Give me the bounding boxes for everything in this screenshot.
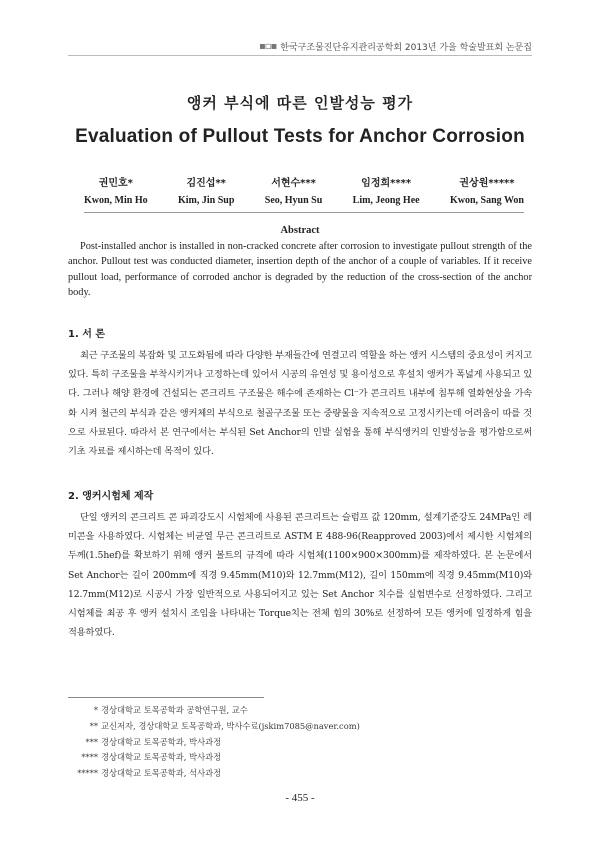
- abstract-text: Post-installed anchor is installed in non-cracked concrete after corrosion to investigate pullout strength of the anchor. Pullout test was conducted diameter, insertion depth of the anchor of a couple of variables. If it receive pullout load, performance of corroded anchor is degraded by the reduction of the cross-section of the anchor body.: [68, 241, 532, 299]
- author-list: [84, 174, 524, 206]
- author-name-korean: 김진섭**: [186, 178, 226, 189]
- author-5: [450, 174, 524, 206]
- author-name-korean: 서현수***: [271, 178, 316, 189]
- footnote-text: 경상대학교 토목공학과, 석사과정: [101, 768, 222, 779]
- footnote-mark: ***: [85, 736, 98, 747]
- author-name-english: Seo, Hyun Su: [264, 195, 323, 206]
- author-name-english: Kim, Jin Sup: [177, 195, 235, 206]
- section-heading-introduction: 1. 서 론: [68, 329, 106, 340]
- footnote-mark: **: [89, 720, 98, 731]
- page-number: - 455 -: [285, 792, 315, 804]
- footnote-mark: *****: [77, 768, 98, 779]
- footnote-rule: [68, 697, 264, 698]
- title-korean: 앵커 부식에 따른 인발성능 평가: [186, 94, 414, 112]
- author-name-korean: 임정희****: [361, 178, 412, 189]
- footnote: [68, 735, 528, 751]
- title-english: Evaluation of Pullout Tests for Anchor Corrosion: [75, 126, 525, 147]
- footnote: [68, 719, 528, 735]
- footnotes: [68, 703, 528, 782]
- author-3: [265, 174, 323, 206]
- author-1: [84, 174, 148, 206]
- abstract-heading: Abstract: [280, 225, 320, 236]
- author-name-english: Kwon, Sang Won: [449, 195, 524, 206]
- conference-logo-icon: ▪▫▪: [258, 41, 277, 52]
- footnote: [68, 703, 528, 719]
- author-4: [353, 174, 420, 206]
- footnote-text: 경상대학교 토목공학과, 박사과정: [101, 752, 222, 763]
- header-rule: [68, 55, 532, 56]
- author-name-korean: 권민호*: [98, 178, 133, 189]
- footnote-mark: ****: [81, 752, 98, 763]
- footnote: [68, 766, 528, 782]
- section-heading-specimen: 2. 앵커시험체 제작: [68, 491, 154, 502]
- author-2: [178, 174, 234, 206]
- footnote-mark: *: [93, 705, 98, 715]
- author-name-english: Kwon, Min Ho: [84, 195, 148, 206]
- author-name-korean: 권상원*****: [459, 178, 515, 189]
- footnote-text: 경상대학교 토목공학과, 박사과정: [101, 736, 222, 747]
- section-text-specimen: 단일 앵커의 콘크리트 콘 파괴강도시 시험체에 사용된 콘크리트는 슬럼프 값 120mm, 설계기준강도 24MPa인 레미콘을 사용하였다. 시험체는 비균열 무근 콘크리트로 ASTM E 488-96(Reapproved 2003)에서 제시한 시험체의 두께(1.5hef)를 확보하기 위해 앵커 볼트의 규격에 따라 시험체(1100×900×300mm)를 제작하였다. 본 논문에서 Set Anchor는 길이 200mm에 직경 9.45mm(M10)와 12.7mm(M12), 길이 150mm에 직경 9.45mm(M10)와 12.7mm(M12)로 시공시 가장 일반적으로 사용되어지고 있는 Set Anchor 치수를 실험변수로 선정하였다. 그리고 시험체를 최공 후 앵커 설치시 조임을 나타내는 Torque치는 전체 힘의 30%로 선정하여 모든 앵커에 일정하게 힘을 적용하였다.: [68, 512, 532, 639]
- footnote-text: 경상대학교 토목공학과 공학연구원, 교수: [101, 705, 248, 715]
- header-text: 한국구조물진단유지관리공학회 2013년 가을 학술발표회 논문집: [280, 43, 532, 53]
- running-header: [259, 40, 532, 53]
- authors-rule: [84, 212, 524, 213]
- section-text-introduction: 최근 구조물의 복잡화 및 고도화됨에 따라 다양한 부재들간에 연결고리 역할을 하는 앵커 시스템의 중요성이 커지고 있다. 특히 구조물을 부착시키거나 고정하는데 있어서 시공의 유연성 및 용이성으로 후설치 앵커가 폭넓게 사용되고 있다. 그러나 해양 환경에 건설되는 콘크리트 구조물은 해수에 존재하는 Cl⁻가 콘크리트 내부에 침투해 열화현상을 가속화 시켜 철근의 부식과 같은 앵커체의 부식으로 철골구조물 또는 중량물을 지속적으로 고정시키는데 어려움이 따를 것으로 사료된다. 따라서 본 연구에서는 부식된 Set Anchor의 인발 실험을 통해 부식앵커의 인발성능을 평가함으로써 기초 자료를 제시하는데 목적이 있다.: [68, 350, 532, 458]
- author-name-english: Lim, Jeong Hee: [352, 195, 420, 206]
- footnote-text: 교신저자, 경상대학교 토목공학과, 박사수료(jskim7085@naver.com): [101, 720, 360, 731]
- footnote: [68, 750, 528, 766]
